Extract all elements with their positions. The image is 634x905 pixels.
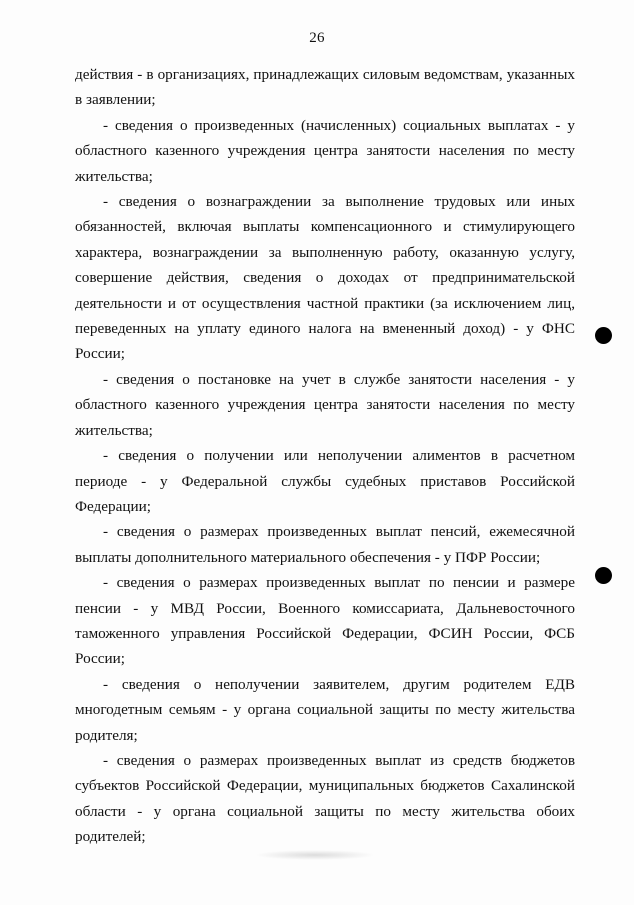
paragraph-2: - сведения о произведенных (начисленных) социальных выплатах - у областного казенного учреждения центра занятости населения по месту жительства;: [75, 116, 575, 185]
scan-smudge: [255, 850, 375, 860]
paragraph-3: - сведения о вознаграждении за выполнение трудовых или иных обязанностей, включая выплаты компенсационного и стимулирующего характера, вознаграждении за выполненную работу, оказанную услугу, совершение действия, сведения о доходах от предпринимательской деятельности и от осуществления частной практики (за исключением лиц, переведенных на уплату единого налога на вмененный доход) - у ФНС России;: [75, 193, 575, 363]
paragraph-7: - сведения о размерах произведенных выплат по пенсии и размере пенсии - у МВД России, Военного комиссариата, Дальневосточного таможенного управления Российской Федерации, ФСИН России, ФСБ России;: [75, 574, 575, 668]
paragraph-5: - сведения о получении или неполучении алиментов в расчетном периоде - у Федеральной службы судебных приставов Российской Федерации;: [75, 447, 575, 515]
paragraph-1: действия - в организациях, принадлежащих силовым ведомствам, указанных в заявлении;: [75, 66, 575, 109]
paragraph-9: - сведения о размерах произведенных выплат из средств бюджетов субъектов Российской Федерации, муниципальных бюджетов Сахалинской области - у органа социальной защиты по месту жительства обоих родителей;: [75, 751, 575, 846]
page-number: 26: [309, 30, 325, 46]
paragraph-8: - сведения о неполучении заявителем, другим родителем ЕДВ многодетным семьям - у органа социальной защиты по месту жительства родителя;: [75, 675, 575, 744]
binder-hole-top: [595, 327, 612, 344]
binder-hole-bottom: [595, 567, 612, 584]
paragraph-6: - сведения о размерах произведенных выплат пенсий, ежемесячной выплаты дополнительного материального обеспечения - у ПФР России;: [75, 523, 575, 566]
paragraph-4: - сведения о постановке на учет в службе занятости населения - у областного казенного учреждения центра занятости населения по месту жительства;: [75, 370, 575, 439]
page-body: [75, 62, 575, 850]
